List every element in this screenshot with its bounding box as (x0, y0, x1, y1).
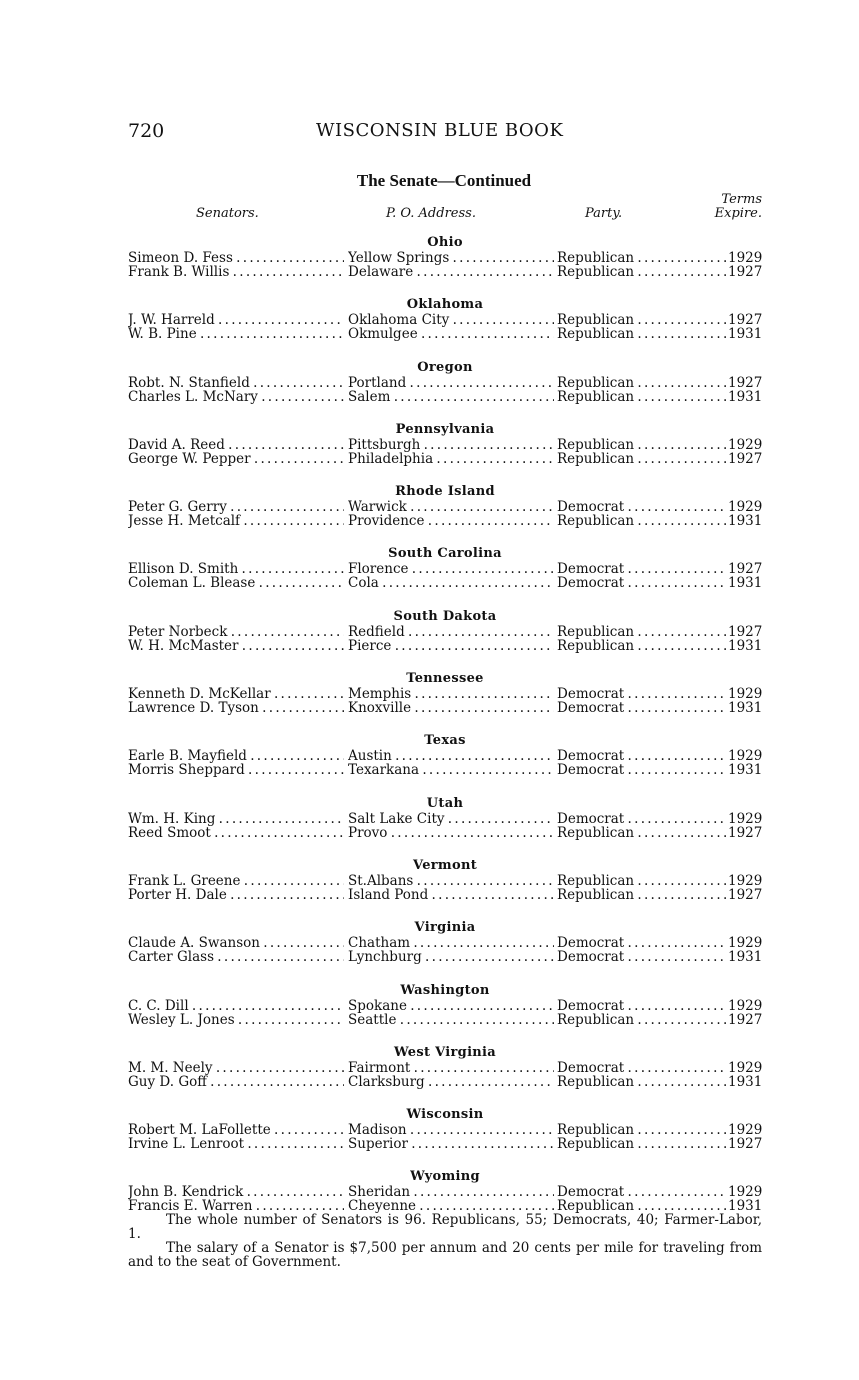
party-affiliation: Democrat . . . (557, 936, 727, 950)
table-row (128, 874, 762, 888)
senator-count-note: The whole number of Senators is 96. Republicans, 55; Democrats, 40; Farmer-Labor, 1. (128, 1212, 762, 1242)
post-office-address: Delaware . . . (348, 265, 554, 279)
post-office-address: St.Albans . . . (348, 874, 554, 888)
state-block (128, 857, 762, 919)
table-row (128, 687, 762, 701)
term-expire-year: 1929 (728, 873, 762, 888)
senator-name: Robert M. LaFollette . . . (128, 1123, 344, 1137)
party-affiliation: Democrat . . . (557, 500, 727, 514)
table-row (128, 514, 762, 528)
senator-name: Morris Sheppard . . . (128, 763, 344, 777)
state-block (128, 732, 762, 794)
term-expire-year: 1929 (728, 1060, 762, 1075)
column-header-party: Party. (585, 206, 623, 221)
post-office-address: Sheridan . . . (348, 1185, 554, 1199)
state-heading: Tennessee (406, 671, 484, 687)
term-expire-year: 1931 (728, 763, 762, 778)
senator-name: Peter Norbeck . . . (128, 625, 344, 639)
post-office-address: Cheyenne . . . (348, 1199, 554, 1213)
term-expire-year: 1929 (728, 437, 762, 452)
term-expire-year: 1929 (728, 936, 762, 951)
post-office-address: Fairmont . . . (348, 1061, 554, 1075)
senator-name: C. C. Dill . . . (128, 999, 344, 1013)
term-expire-year: 1931 (728, 576, 762, 591)
expire-label: Expire. (714, 206, 762, 221)
senator-name: W. B. Pine . . . (128, 327, 344, 341)
state-block (128, 795, 762, 857)
post-office-address: Chatham . . . (348, 936, 554, 950)
term-expire-year: 1927 (728, 451, 762, 466)
table-row (128, 701, 762, 715)
party-affiliation: Republican . . . (557, 1199, 727, 1213)
post-office-address: Providence . . . (348, 514, 554, 528)
party-affiliation: Republican . . . (557, 376, 727, 390)
party-affiliation: Democrat . . . (557, 1061, 727, 1075)
party-affiliation: Republican . . . (557, 514, 727, 528)
post-office-address: Provo . . . (348, 826, 554, 840)
state-heading: South Carolina (388, 546, 502, 562)
term-expire-year: 1931 (728, 389, 762, 404)
post-office-address: Austin . . . (348, 749, 554, 763)
senator-name: Charles L. McNary . . . (128, 390, 344, 404)
party-affiliation: Democrat . . . (557, 749, 727, 763)
table-row (128, 500, 762, 514)
terms-label: Terms (721, 192, 762, 207)
term-expire-year: 1931 (728, 638, 762, 653)
party-affiliation: Republican . . . (557, 888, 727, 902)
senator-name: M. M. Neely . . . (128, 1061, 344, 1075)
table-row (128, 313, 762, 327)
senator-name: Robt. N. Stanfield . . . (128, 376, 344, 390)
term-expire-year: 1927 (728, 1012, 762, 1027)
column-header-address: P. O. Address. (386, 206, 476, 221)
senator-name: Coleman L. Blease . . . (128, 576, 344, 590)
state-heading: Washington (400, 982, 490, 998)
party-affiliation: Democrat . . . (557, 999, 727, 1013)
state-block (128, 421, 762, 483)
state-block (128, 670, 762, 732)
section-title: The Senate—Continued (356, 171, 532, 190)
term-expire-year: 1927 (728, 313, 762, 328)
post-office-address: Madison . . . (348, 1123, 554, 1137)
senators-table (128, 234, 762, 1231)
post-office-address: Clarksburg . . . (348, 1075, 554, 1089)
post-office-address: Superior . . . (348, 1137, 554, 1151)
table-row (128, 1137, 762, 1151)
state-heading: Texas (424, 733, 466, 749)
party-affiliation: Republican . . . (557, 1013, 727, 1027)
term-expire-year: 1927 (728, 825, 762, 840)
party-affiliation: Republican . . . (557, 625, 727, 639)
party-affiliation: Democrat . . . (557, 1185, 727, 1199)
table-row (128, 390, 762, 404)
state-heading: Wyoming (410, 1169, 480, 1185)
term-expire-year: 1931 (728, 950, 762, 965)
state-heading: Wisconsin (406, 1107, 484, 1123)
post-office-address: Oklahoma City . . . (348, 313, 554, 327)
table-row (128, 888, 762, 902)
term-expire-year: 1927 (728, 887, 762, 902)
party-affiliation: Republican . . . (557, 265, 727, 279)
table-row (128, 562, 762, 576)
party-affiliation: Democrat . . . (557, 687, 727, 701)
senator-name: Ellison D. Smith . . . (128, 562, 344, 576)
party-affiliation: Democrat . . . (557, 950, 727, 964)
senator-name: John B. Kendrick . . . (128, 1185, 344, 1199)
post-office-address: Lynchburg . . . (348, 950, 554, 964)
table-row (128, 625, 762, 639)
table-row (128, 1075, 762, 1089)
party-affiliation: Democrat . . . (557, 763, 727, 777)
table-row (128, 936, 762, 950)
post-office-address: Memphis . . . (348, 687, 554, 701)
post-office-address: Florence . . . (348, 562, 554, 576)
state-block (128, 359, 762, 421)
post-office-address: Redfield . . . (348, 625, 554, 639)
table-row (128, 327, 762, 341)
post-office-address: Texarkana . . . (348, 763, 554, 777)
senator-name: Wm. H. King . . . (128, 812, 344, 826)
post-office-address: Island Pond . . . (348, 888, 554, 902)
table-row (128, 1013, 762, 1027)
post-office-address: Philadelphia . . . (348, 452, 554, 466)
table-row (128, 826, 762, 840)
party-affiliation: Republican . . . (557, 327, 727, 341)
party-affiliation: Democrat . . . (557, 812, 727, 826)
post-office-address: Yellow Springs . . . (348, 251, 554, 265)
party-affiliation: Republican . . . (557, 251, 727, 265)
party-affiliation: Democrat . . . (557, 562, 727, 576)
post-office-address: Cola . . . (348, 576, 554, 590)
term-expire-year: 1927 (728, 562, 762, 577)
table-row (128, 812, 762, 826)
post-office-address: Spokane . . . (348, 999, 554, 1013)
party-affiliation: Democrat . . . (557, 576, 727, 590)
term-expire-year: 1931 (728, 1199, 762, 1214)
senator-name: Wesley L. Jones . . . (128, 1013, 344, 1027)
state-block (128, 919, 762, 981)
term-expire-year: 1929 (728, 1123, 762, 1138)
post-office-address: Salem . . . (348, 390, 554, 404)
post-office-address: Salt Lake City . . . (348, 812, 554, 826)
term-expire-year: 1929 (728, 500, 762, 515)
term-expire-year: 1929 (728, 811, 762, 826)
term-expire-year: 1931 (728, 701, 762, 716)
table-row (128, 265, 762, 279)
state-heading: Oregon (417, 359, 473, 375)
post-office-address: Portland . . . (348, 376, 554, 390)
post-office-address: Pittsburgh . . . (348, 438, 554, 452)
table-row (128, 999, 762, 1013)
state-block (128, 982, 762, 1044)
senator-name: David A. Reed . . . (128, 438, 344, 452)
party-affiliation: Republican . . . (557, 1075, 727, 1089)
table-row (128, 1185, 762, 1199)
party-affiliation: Republican . . . (557, 390, 727, 404)
state-heading: West Virginia (393, 1044, 497, 1060)
senator-name: Simeon D. Fess . . . (128, 251, 344, 265)
senator-name: Kenneth D. McKellar . . . (128, 687, 344, 701)
term-expire-year: 1929 (728, 1185, 762, 1200)
page-header (128, 120, 760, 144)
senator-name: Peter G. Gerry . . . (128, 500, 344, 514)
state-heading: Oklahoma (406, 297, 484, 313)
post-office-address: Warwick . . . (348, 500, 554, 514)
state-heading: South Dakota (393, 608, 497, 624)
party-affiliation: Republican . . . (557, 826, 727, 840)
senator-name: Frank L. Greene . . . (128, 874, 344, 888)
term-expire-year: 1927 (728, 375, 762, 390)
term-expire-year: 1929 (728, 749, 762, 764)
senator-name: W. H. McMaster . . . (128, 639, 344, 653)
table-row (128, 749, 762, 763)
senator-name: Guy D. Goff . . . (128, 1075, 344, 1089)
table-row (128, 376, 762, 390)
salary-note: The salary of a Senator is $7,500 per annum and 20 cents per mile for traveling from and to the seat of Government. (128, 1240, 762, 1270)
book-title: WISCONSIN BLUE BOOK (316, 120, 564, 141)
column-header-terms-expire (700, 193, 762, 221)
term-expire-year: 1927 (728, 624, 762, 639)
table-row (128, 639, 762, 653)
state-heading: Rhode Island (395, 484, 495, 500)
senator-name: Irvine L. Lenroot . . . (128, 1137, 344, 1151)
table-row (128, 763, 762, 777)
state-block (128, 608, 762, 670)
footer-notes (128, 1213, 762, 1269)
senator-name: Reed Smoot . . . (128, 826, 344, 840)
state-block (128, 234, 762, 296)
party-affiliation: Republican . . . (557, 1137, 727, 1151)
party-affiliation: Republican . . . (557, 1123, 727, 1137)
term-expire-year: 1931 (728, 1074, 762, 1089)
senator-name: Lawrence D. Tyson . . . (128, 701, 344, 715)
term-expire-year: 1929 (728, 251, 762, 265)
term-expire-year: 1927 (728, 1137, 762, 1152)
senator-name: Carter Glass . . . (128, 950, 344, 964)
senator-name: Francis E. Warren . . . (128, 1199, 344, 1213)
table-row (128, 452, 762, 466)
term-expire-year: 1929 (728, 687, 762, 702)
senator-name: Claude A. Swanson . . . (128, 936, 344, 950)
term-expire-year: 1927 (728, 265, 762, 279)
state-heading: Vermont (413, 857, 477, 873)
post-office-address: Okmulgee . . . (348, 327, 554, 341)
table-row (128, 251, 762, 265)
state-heading: Pennsylvania (395, 421, 495, 437)
table-row (128, 438, 762, 452)
state-block (128, 545, 762, 607)
table-row (128, 1123, 762, 1137)
senator-name: Frank B. Willis . . . (128, 265, 344, 279)
table-row (128, 1061, 762, 1075)
term-expire-year: 1931 (728, 514, 762, 529)
term-expire-year: 1929 (728, 998, 762, 1013)
state-heading: Virginia (414, 920, 476, 936)
state-block (128, 296, 762, 358)
state-block (128, 1044, 762, 1106)
party-affiliation: Republican . . . (557, 452, 727, 466)
post-office-address: Seattle . . . (348, 1013, 554, 1027)
post-office-address: Knoxville . . . (348, 701, 554, 715)
state-heading: Ohio (427, 235, 463, 250)
senator-name: George W. Pepper . . . (128, 452, 344, 466)
table-row (128, 576, 762, 590)
party-affiliation: Republican . . . (557, 639, 727, 653)
table-row (128, 950, 762, 964)
senator-name: Porter H. Dale . . . (128, 888, 344, 902)
party-affiliation: Democrat . . . (557, 701, 727, 715)
state-block (128, 483, 762, 545)
page-number: 720 (128, 120, 165, 142)
party-affiliation: Republican . . . (557, 438, 727, 452)
term-expire-year: 1931 (728, 327, 762, 342)
senator-name: J. W. Harreld . . . (128, 313, 344, 327)
state-block (128, 1106, 762, 1168)
party-affiliation: Republican . . . (557, 874, 727, 888)
post-office-address: Pierce . . . (348, 639, 554, 653)
column-header-senators: Senators. (196, 206, 259, 221)
party-affiliation: Republican . . . (557, 313, 727, 327)
state-heading: Utah (426, 795, 464, 811)
senator-name: Jesse H. Metcalf . . . (128, 514, 344, 528)
senator-name: Earle B. Mayfield . . . (128, 749, 344, 763)
